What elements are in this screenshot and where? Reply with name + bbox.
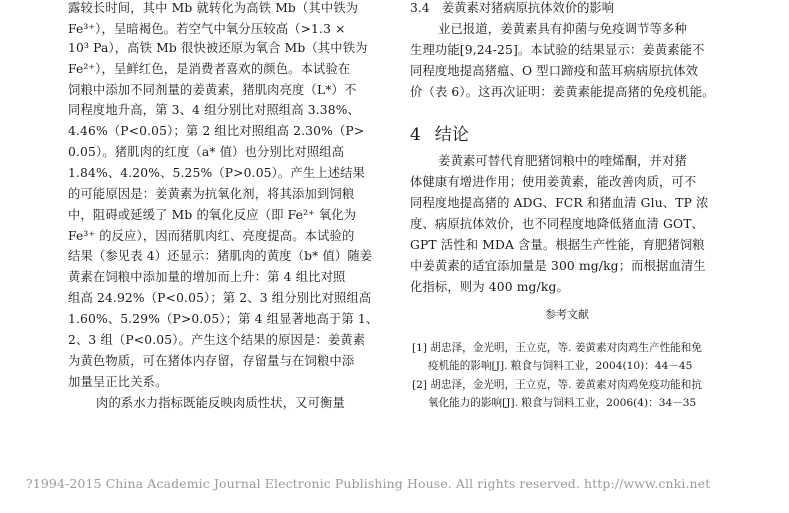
body-text-line: 饲粮中添加不同剂量的姜黄素，猪肌肉亮度（L*）不 <box>68 83 357 97</box>
body-text-line: Fe³⁺ 的反应），因而猪肌肉红、亮度提高。本试验的 <box>68 229 355 243</box>
body-text-line: 同程度地升高，第 3、4 组分别比对照组高 3.38%、 <box>68 103 360 117</box>
reference-entry: [2] 胡忠泽，金光明，王立克，等. 姜黄素对肉鸡免疫功能和抗 <box>412 379 702 391</box>
copyright-footer: ?1994-2015 China Academic Journal Electronic Publishing House. All rights reserved. http://www.cnki.net <box>26 476 711 491</box>
body-text-line: 价（表 6）。这再次证明：姜黄素能提高猪的免疫机能。 <box>410 85 715 99</box>
body-text-line: Fe³⁺），呈暗褐色。若空气中氧分压较高（>1.3 × <box>68 22 346 36</box>
body-text-line: 0.05）。猪肌肉的红度（a* 值）也分别比对照组高 <box>68 145 345 159</box>
section-number: 4 <box>410 125 421 145</box>
body-text-line: 同程度地提高猪瘟、O 型口蹄疫和蓝耳病病原抗体效 <box>410 64 699 78</box>
body-text-line: 肉的系水力指标既能反映肉质性状，又可衡量 <box>96 396 345 410</box>
reference-entry-continuation: 氧化能力的影响[J]. 粮食与饲料工业，2006(4)：34－35 <box>428 397 697 409</box>
body-text-line: 业已报道，姜黄素具有抑菌与免疫调节等多种 <box>438 22 687 36</box>
body-text-line: 黄素在饲粮中添加量的增加而上升：第 4 组比对照 <box>68 270 346 284</box>
body-text-line: 10³ Pa），高铁 Mb 很快被还原为氧合 Mb（其中铁为 <box>68 41 368 55</box>
subsection-heading: 3.4 姜黄素对猪病原抗体效价的影响 <box>410 1 615 15</box>
references-title: 参考文献 <box>545 308 589 321</box>
body-text-line: 加量呈正比关系。 <box>68 375 168 389</box>
body-text-line: 为黄色物质，可在猪体内存留，存留量与在饲粮中添 <box>68 354 355 368</box>
body-text-line: 2、3 组（P<0.05）。产生这个结果的原因是：姜黄素 <box>68 333 366 347</box>
reference-entry-continuation: 疫机能的影响[J]. 粮食与饲料工业，2004(10)：44－45 <box>428 360 693 372</box>
body-text-line: 的可能原因是：姜黄素为抗氧化剂，将其添加到饲粮 <box>68 187 355 201</box>
body-text-line: 1.60%、5.29%（P>0.05）；第 4 组显著地高于第 1、 <box>68 312 379 326</box>
body-text-line: 中姜黄素的适宜添加量是 300 mg/kg；而根据血清生 <box>410 259 706 273</box>
body-text-line: GPT 活性和 MDA 含量。根据生产性能，育肥猪饲粮 <box>410 238 705 252</box>
section-title: 结论 <box>434 125 469 145</box>
body-text-line: 4.46%（P<0.05）；第 2 组比对照组高 2.30%（P> <box>68 124 365 138</box>
body-text-line: Fe²⁺），呈鲜红色，是消费者喜欢的颜色。本试验在 <box>68 62 351 76</box>
body-text-line: 度、病原抗体效价，也不同程度地降低猪血清 GOT、 <box>410 217 705 231</box>
body-text-line: 中，阻碍或延缓了 Mb 的氧化反应（即 Fe²⁺ 氧化为 <box>68 208 357 222</box>
body-text-line: 结果（参见表 4）还显示：猪肌肉的黄度（b* 值）随姜 <box>68 249 373 263</box>
body-text-line: 体健康有增进作用；使用姜黄素，能改善肉质，可不 <box>410 175 697 189</box>
body-text-line: 化指标，则为 400 mg/kg。 <box>410 280 569 294</box>
section-heading <box>410 124 469 146</box>
reference-entry: [1] 胡忠泽，金光明，王立克，等. 姜黄素对肉鸡生产性能和免 <box>412 342 702 354</box>
body-text-line: 露较长时间，其中 Mb 就转化为高铁 Mb（其中铁为 <box>68 1 359 15</box>
body-text-line: 同程度地提高猪的 ADG、FCR 和猪血清 Glu、TP 浓 <box>410 196 709 210</box>
body-text-line: 1.84%、4.20%、5.25%（P>0.05）。产生上述结果 <box>68 166 366 180</box>
body-text-line: 组高 24.92%（P<0.05）；第 2、3 组分别比对照组高 <box>68 291 372 305</box>
body-text-line: 姜黄素可替代育肥猪饲粮中的喹烯酮，并对猪 <box>438 154 687 168</box>
body-text-line: 生理功能[9,24-25]。本试验的结果显示：姜黄素能不 <box>410 43 705 57</box>
